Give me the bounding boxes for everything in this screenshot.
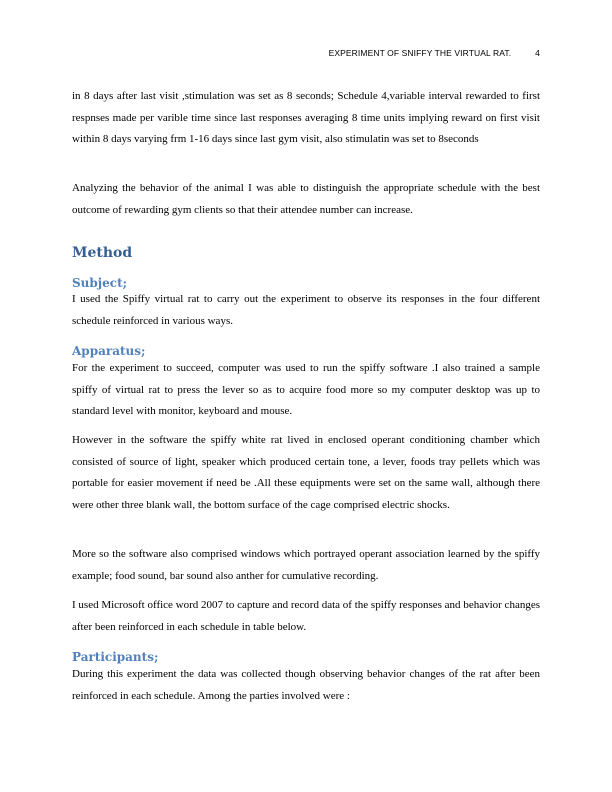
heading-method: Method (72, 245, 133, 261)
heading-apparatus: Apparatus; (72, 344, 146, 358)
running-title: EXPERIMENT OF SNIFFY THE VIRTUAL RAT. (328, 48, 512, 58)
paragraph-participants: During this experiment the data was collected though observing behavior changes of the rat after been reinforced in each schedule. Among the parties involved were : (72, 668, 540, 702)
heading-participants: Participants; (72, 650, 159, 664)
paragraph-apparatus-word: I used Microsoft office word 2007 to capture and record data of the spiffy responses and behavior changes after been reinforced in each schedule in table below. (72, 599, 540, 633)
paragraph-analysis: Analyzing the behavior of the animal I was able to distinguish the appropriate schedule with the best outcome of rewarding gym clients so that their attendee number can increase. (72, 182, 540, 216)
paragraph-subject: I used the Spiffy virtual rat to carry out the experiment to observe its responses in the four different schedule reinforced in various ways. (72, 293, 540, 327)
running-header (329, 48, 540, 58)
heading-subject: Subject; (72, 276, 128, 290)
page-number: 4 (535, 48, 540, 58)
paragraph-apparatus-chamber: However in the software the spiffy white rat lived in enclosed operant conditioning chamber which consisted of source of light, speaker which produced certain tone, a lever, foods tray pellets which was portable for easier movement if need be .All these equipments were set on the same wall, although there were other three blank wall, the bottom surface of the cage comprised electric shocks. (72, 434, 540, 511)
paragraph-apparatus-windows: More so the software also comprised windows which portrayed operant association learned by the spiffy example; food sound, bar sound also anther for cumulative recording. (72, 548, 540, 582)
paragraph-apparatus-computer: For the experiment to succeed, computer was used to run the spiffy software .I also trained a sample spiffy of virtual rat to press the lever so as to acquire food more so my computer desktop was up to standard level with monitor, keyboard and mouse. (72, 362, 540, 417)
paragraph-schedule-details: in 8 days after last visit ,stimulation was set as 8 seconds; Schedule 4,variable interval rewarded to first respnses made per varible time since last responses averaging 8 time units implying reward on first visit within 8 days varying frm 1-16 days since last gym visit, also stimulatin was set to 8seconds (72, 90, 540, 145)
